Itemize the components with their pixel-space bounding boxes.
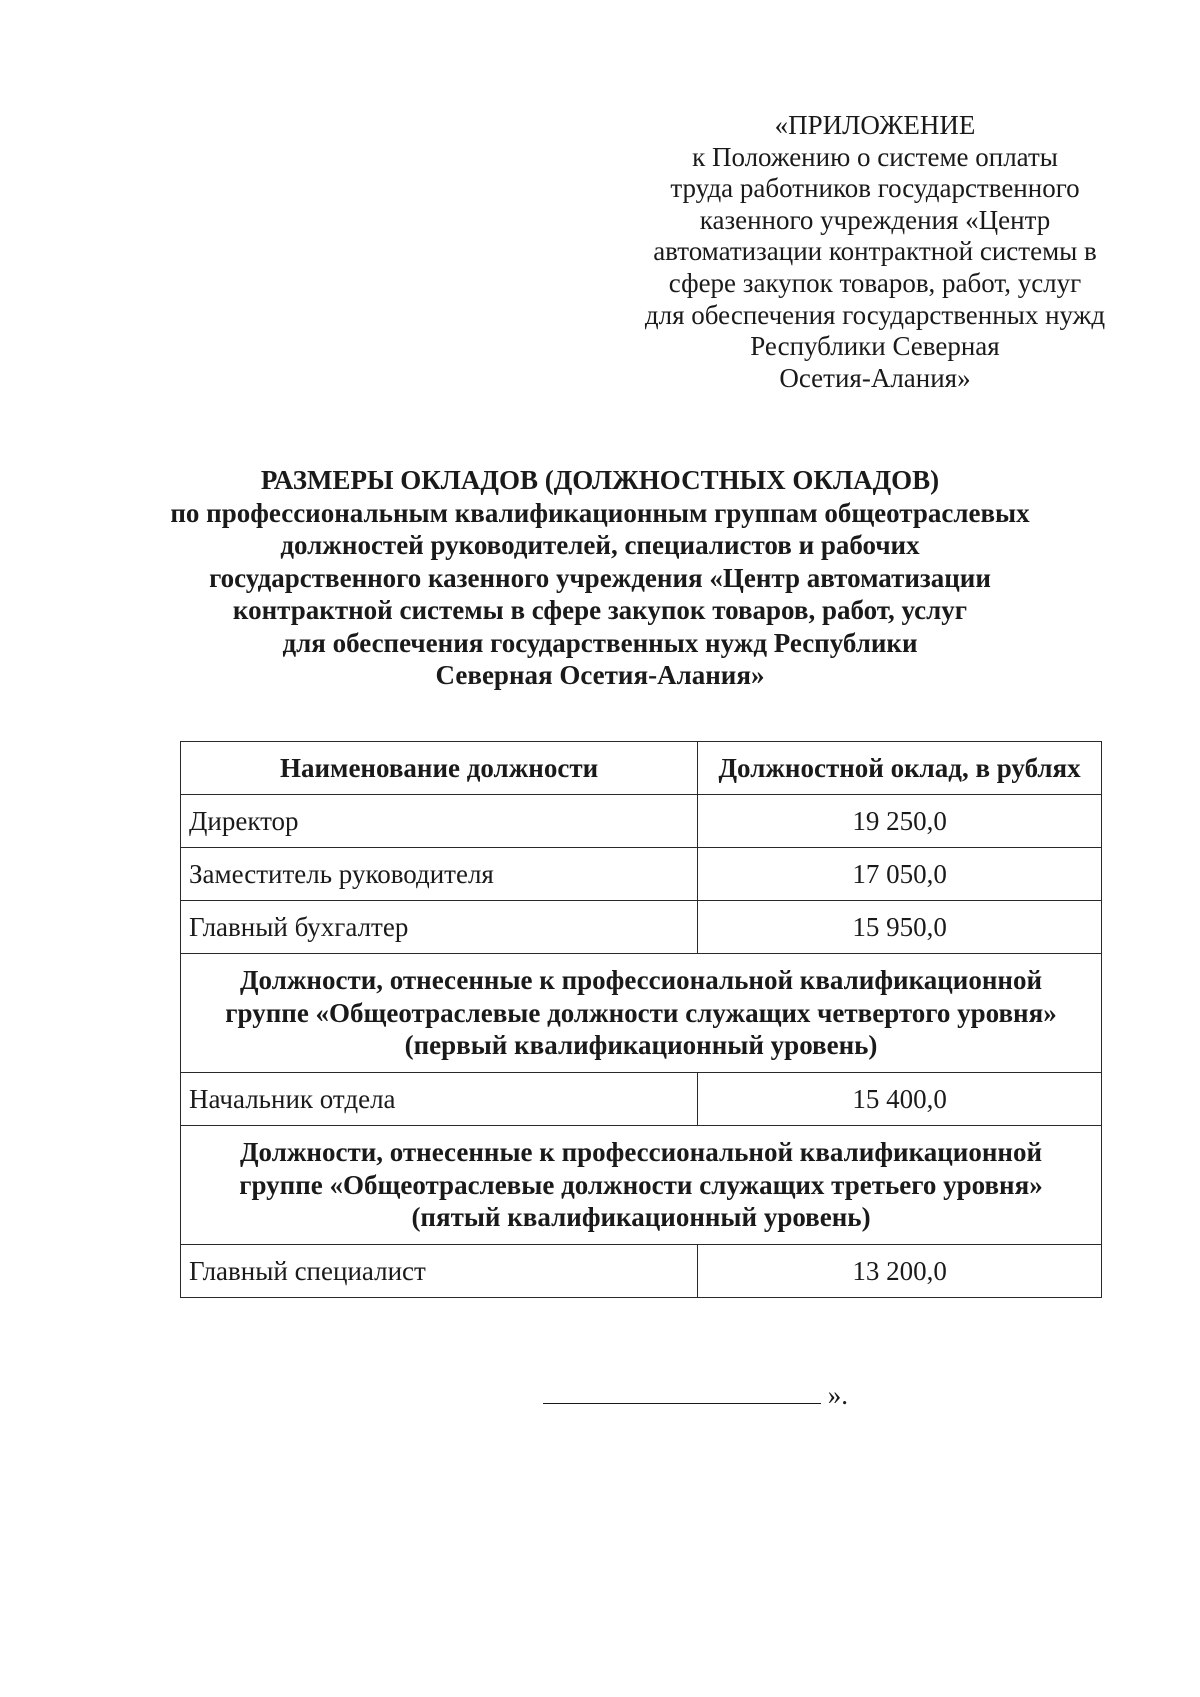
position-cell: Начальник отдела — [181, 1073, 698, 1126]
document-title — [100, 464, 1100, 692]
salary-cell: 15 400,0 — [698, 1073, 1102, 1126]
appendix-line: Осетия-Алания» — [779, 362, 971, 393]
title-line: должностей руководителей, специалистов и рабочих — [280, 530, 920, 560]
salary-table — [180, 741, 1102, 1298]
appendix-line: к Положению о системе оплаты — [692, 141, 1058, 172]
group-line: Должности, отнесенные к профессиональной квалификационной — [239, 1137, 1043, 1168]
title-line: для обеспечения государственных нужд Республики — [282, 627, 918, 658]
table-row — [181, 1073, 1102, 1126]
header-position: Наименование должности — [181, 742, 698, 795]
position-cell: Главный бухгалтер — [181, 901, 698, 954]
appendix-line: казенного учреждения «Центр — [699, 204, 1051, 235]
table-row — [181, 1245, 1102, 1298]
appendix-line: сфере закупок товаров, работ, услуг — [668, 267, 1082, 298]
title-line: контрактной системы в сфере закупок товаров, работ, услуг — [232, 595, 968, 625]
position-cell: Директор — [181, 795, 698, 848]
appendix-line: «ПРИЛОЖЕНИЕ — [774, 110, 976, 140]
table-row — [181, 848, 1102, 901]
group-line: Должности, отнесенные к профессиональной квалификационной — [239, 965, 1043, 996]
appendix-line: Республики Северная — [750, 331, 1000, 362]
position-cell: Заместитель руководителя — [181, 848, 698, 901]
title-line: Северная Осетия-Алания» — [435, 660, 765, 690]
salary-cell: 13 200,0 — [698, 1245, 1102, 1298]
closing-underline — [543, 1383, 821, 1404]
group-heading-third-level — [181, 1126, 1102, 1245]
group-row — [181, 954, 1102, 1073]
group-line: (первый квалификационный уровень) — [404, 1030, 878, 1061]
title-line: РАЗМЕРЫ ОКЛАДОВ (ДОЛЖНОСТНЫХ ОКЛАДОВ) — [260, 465, 940, 495]
position-cell: Главный специалист — [181, 1245, 698, 1298]
table-row — [181, 795, 1102, 848]
group-line: группе «Общеотраслевые должности служащих третьего уровня» — [239, 1169, 1043, 1200]
salary-cell: 15 950,0 — [698, 901, 1102, 954]
appendix-header — [610, 110, 1140, 394]
group-line: группе «Общеотраслевые должности служащих четвертого уровня» — [225, 997, 1057, 1028]
appendix-line: для обеспечения государственных нужд — [644, 299, 1106, 330]
table-header-row — [181, 742, 1102, 795]
group-heading-fourth-level — [181, 954, 1102, 1073]
salary-cell: 17 050,0 — [698, 848, 1102, 901]
title-line: государственного казенного учреждения «Центр автоматизации — [209, 562, 991, 593]
group-line: (пятый квалификационный уровень) — [411, 1202, 871, 1233]
header-salary: Должностной оклад, в рублях — [698, 742, 1102, 795]
table-row — [181, 901, 1102, 954]
title-line: по профессиональным квалификационным группам общеотраслевых — [170, 497, 1030, 528]
appendix-line: автоматизации контрактной системы в — [653, 236, 1097, 267]
appendix-line: труда работников государственного — [670, 173, 1080, 204]
salary-cell: 19 250,0 — [698, 795, 1102, 848]
closing-mark — [543, 1380, 848, 1411]
group-row — [181, 1126, 1102, 1245]
closing-quote: ». — [827, 1380, 848, 1410]
